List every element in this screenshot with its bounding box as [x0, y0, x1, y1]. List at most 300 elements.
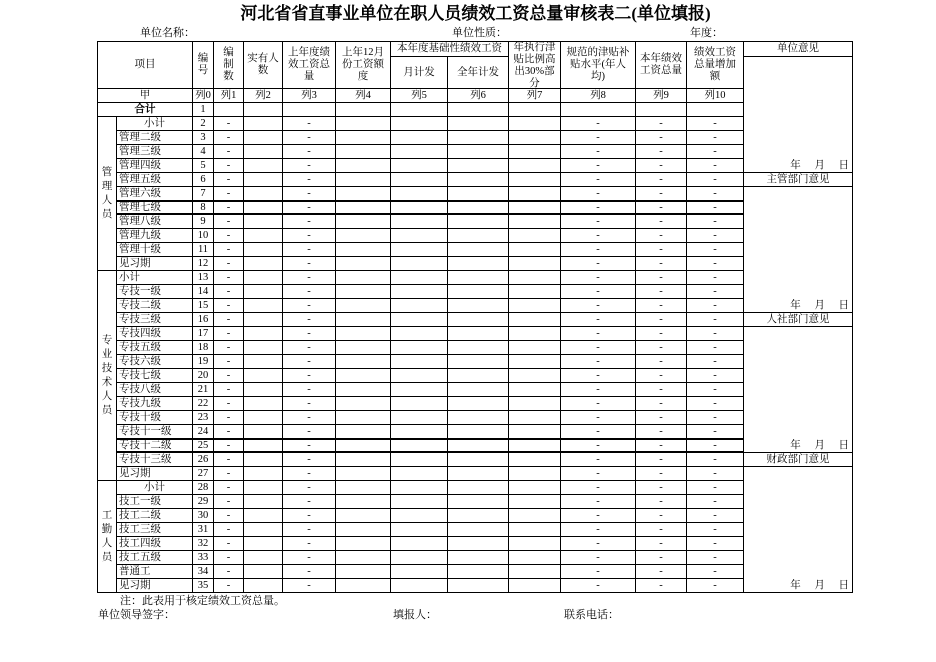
cell-last-december-salary: [336, 551, 391, 565]
serial-number: [193, 215, 214, 229]
audit-table: [97, 41, 853, 593]
cell-standard-allowance-text: -: [596, 495, 600, 507]
cell-staffing-quota-text: -: [226, 117, 231, 129]
header-annual-payout-text: 全年计发: [457, 66, 499, 78]
cell-last-december-salary: [336, 243, 391, 257]
cell-current-total-text: -: [659, 299, 663, 311]
cell-standard-allowance: [561, 327, 636, 341]
group-label-professional-technical: [98, 271, 117, 481]
cell-last-year-total-text: -: [307, 383, 311, 395]
cell-current-total: [636, 117, 687, 131]
cell-allowance-excess: [509, 159, 561, 173]
cell-current-total-text: -: [659, 243, 663, 255]
opinion-date-hr-text: 年 月 日: [790, 440, 849, 451]
serial-number-text: 11: [197, 243, 209, 255]
cell-standard-allowance: [561, 355, 636, 369]
serial-number: [193, 117, 214, 131]
cell-basic-monthly: [391, 495, 448, 509]
cell-increase-text: -: [713, 173, 717, 185]
cell-staffing-quota: [214, 467, 244, 481]
cell-standard-allowance: [561, 243, 636, 257]
serial-number: [193, 341, 214, 355]
cell-current-total-text: -: [659, 187, 663, 199]
cell-allowance-excess: [509, 229, 561, 243]
cell-basic-monthly: [391, 243, 448, 257]
cell-current-total: [636, 425, 687, 439]
cell-actual-headcount: [244, 369, 283, 383]
cell-standard-allowance: [561, 131, 636, 145]
cell-standard-allowance: [561, 145, 636, 159]
serial-number-text: 32: [197, 537, 209, 549]
row-label: [117, 299, 193, 313]
cell-last-december-salary: [336, 397, 391, 411]
cell-current-total-text: -: [659, 341, 663, 353]
row-label-text: 小计: [144, 117, 165, 129]
cell-current-total: [636, 397, 687, 411]
cell-staffing-quota: [214, 411, 244, 425]
cell-increase-text: -: [713, 159, 717, 171]
cell-basic-annual: [448, 131, 509, 145]
cell-current-total-text: -: [659, 201, 663, 213]
header-last-year-total: [283, 42, 336, 89]
serial-number-text: 27: [197, 467, 209, 479]
cell-last-year-total: [283, 551, 336, 565]
header-allowance-excess: [509, 42, 561, 89]
cell-actual-headcount: [244, 565, 283, 579]
cell-last-year-total: [283, 201, 336, 215]
cell-basic-annual: [448, 397, 509, 411]
cell-standard-allowance: [561, 313, 636, 327]
row-label-text: 专技三级: [119, 313, 161, 325]
cell-increase-text: -: [713, 229, 717, 241]
cell-last-year-total: [283, 285, 336, 299]
cell-increase-text: -: [713, 131, 717, 143]
cell-allowance-excess: [509, 187, 561, 201]
cell-last-year-total-text: -: [307, 565, 311, 577]
cell-current-total-text: -: [659, 523, 663, 535]
cell-staffing-quota: [214, 327, 244, 341]
row-label-text: 管理六级: [119, 187, 161, 199]
cell-basic-annual: [448, 453, 509, 467]
cell-current-total: [636, 299, 687, 313]
page-title: 河北省省直事业单位在职人员绩效工资总量审核表二(单位填报): [240, 4, 711, 23]
cell-current-total: [636, 327, 687, 341]
row-label: [117, 467, 193, 481]
row-label-text: 管理十级: [119, 243, 161, 255]
row-label: [117, 173, 193, 187]
cell-actual-headcount: [244, 271, 283, 285]
footer-note: 注：此表用于核定绩效工资总量。: [120, 595, 285, 607]
header-serial-no: [193, 42, 214, 89]
cell-increase-text: -: [713, 411, 717, 423]
cell-basic-monthly: [391, 187, 448, 201]
row-label: [117, 131, 193, 145]
row-label: [117, 355, 193, 369]
cell-staffing-quota: [214, 383, 244, 397]
cell-increase-text: -: [713, 439, 717, 451]
cell-current-total-text: -: [659, 397, 663, 409]
cell-increase: [687, 327, 744, 341]
cell-standard-allowance: [561, 495, 636, 509]
cell-last-year-total: [283, 159, 336, 173]
row-label: [117, 257, 193, 271]
unit-nature-label: 单位性质：: [452, 27, 507, 39]
serial-number: [193, 481, 214, 495]
cell-last-year-total: [283, 187, 336, 201]
row-label-text: 见习期: [119, 579, 151, 591]
cell-increase-text: -: [713, 537, 717, 549]
cell-increase-text: -: [713, 187, 717, 199]
cell-current-total-text: -: [659, 229, 663, 241]
cell-last-december-salary: [336, 257, 391, 271]
cell-staffing-quota-text: -: [226, 285, 231, 297]
cell-allowance-excess: [509, 117, 561, 131]
cell-actual-headcount: [244, 327, 283, 341]
opinion-date-hr: [744, 327, 853, 453]
column-index-5: [391, 89, 448, 103]
cell-standard-allowance-text: -: [596, 257, 600, 269]
cell-allowance-excess: [509, 103, 561, 117]
cell-last-year-total: [283, 523, 336, 537]
cell-standard-allowance-text: -: [596, 397, 600, 409]
serial-number: [193, 509, 214, 523]
column-index-2: [244, 89, 283, 103]
row-label-text: 技工三级: [119, 523, 161, 535]
serial-number-text: 15: [197, 299, 209, 311]
row-label-text: 专技八级: [119, 383, 161, 395]
cell-basic-monthly: [391, 579, 448, 593]
cell-basic-annual: [448, 285, 509, 299]
row-label: [117, 579, 193, 593]
serial-number-text: 3: [200, 131, 206, 143]
cell-increase: [687, 495, 744, 509]
cell-last-december-salary: [336, 131, 391, 145]
cell-staffing-quota: [214, 243, 244, 257]
cell-basic-monthly: [391, 215, 448, 229]
cell-increase-text: -: [713, 495, 717, 507]
cell-staffing-quota: [214, 159, 244, 173]
cell-standard-allowance: [561, 509, 636, 523]
header-increase-text: 绩效工资总量增加额: [694, 47, 736, 82]
header-basic-performance-pay: [391, 42, 509, 57]
serial-number-text: 7: [200, 187, 206, 199]
serial-number-text: 34: [197, 565, 209, 577]
cell-increase: [687, 523, 744, 537]
cell-current-total: [636, 187, 687, 201]
cell-basic-annual: [448, 299, 509, 313]
serial-number-text: 29: [197, 495, 209, 507]
opinion-label-supervisor-text: 主管部门意见: [766, 173, 830, 185]
cell-current-total: [636, 159, 687, 173]
cell-current-total-text: -: [659, 495, 663, 507]
cell-actual-headcount: [244, 257, 283, 271]
cell-staffing-quota-text: -: [226, 271, 231, 283]
cell-increase: [687, 201, 744, 215]
cell-current-total: [636, 523, 687, 537]
cell-basic-annual: [448, 579, 509, 593]
cell-staffing-quota: [214, 173, 244, 187]
cell-staffing-quota-text: -: [226, 509, 231, 521]
row-label-text: 见习期: [119, 467, 151, 479]
cell-current-total-text: -: [659, 257, 663, 269]
cell-current-total-text: -: [659, 425, 663, 437]
cell-staffing-quota-text: -: [226, 397, 231, 409]
cell-last-year-total: [283, 341, 336, 355]
index-row-label: [98, 89, 193, 103]
cell-last-year-total: [283, 117, 336, 131]
cell-staffing-quota-text: -: [226, 229, 231, 241]
serial-number-text: 25: [197, 439, 209, 451]
cell-actual-headcount: [244, 131, 283, 145]
cell-increase-text: -: [713, 243, 717, 255]
cell-basic-annual: [448, 201, 509, 215]
row-label-text: 技工五级: [119, 551, 161, 563]
cell-last-year-total: [283, 271, 336, 285]
cell-standard-allowance-text: -: [596, 551, 600, 563]
cell-standard-allowance: [561, 271, 636, 285]
cell-actual-headcount: [244, 341, 283, 355]
header-item: [98, 42, 193, 89]
cell-standard-allowance-text: -: [596, 341, 600, 353]
cell-increase-text: -: [713, 327, 717, 339]
cell-last-year-total: [283, 425, 336, 439]
row-label-text: 专技六级: [119, 355, 161, 367]
serial-number: [193, 397, 214, 411]
cell-increase-text: -: [713, 453, 717, 465]
cell-staffing-quota: [214, 257, 244, 271]
cell-last-year-total-text: -: [307, 243, 311, 255]
cell-standard-allowance-text: -: [596, 159, 600, 171]
column-index-4: [336, 89, 391, 103]
cell-staffing-quota: [214, 103, 244, 117]
cell-basic-annual: [448, 565, 509, 579]
cell-increase: [687, 131, 744, 145]
cell-last-year-total-text: -: [307, 117, 311, 129]
cell-standard-allowance-text: -: [596, 383, 600, 395]
cell-current-total-text: -: [659, 383, 663, 395]
row-label-text: 专技七级: [119, 369, 161, 381]
cell-basic-annual: [448, 243, 509, 257]
cell-current-total: [636, 257, 687, 271]
cell-basic-monthly: [391, 425, 448, 439]
cell-standard-allowance-text: -: [596, 243, 600, 255]
cell-increase: [687, 187, 744, 201]
cell-standard-allowance-text: -: [596, 131, 600, 143]
cell-last-year-total: [283, 229, 336, 243]
cell-standard-allowance: [561, 467, 636, 481]
cell-allowance-excess: [509, 327, 561, 341]
cell-current-total: [636, 173, 687, 187]
cell-current-total: [636, 579, 687, 593]
cell-actual-headcount: [244, 103, 283, 117]
cell-last-december-salary: [336, 285, 391, 299]
cell-standard-allowance-text: -: [596, 313, 600, 325]
cell-last-december-salary: [336, 439, 391, 453]
cell-standard-allowance-text: -: [596, 117, 600, 129]
cell-standard-allowance: [561, 229, 636, 243]
cell-last-december-salary: [336, 145, 391, 159]
cell-staffing-quota: [214, 397, 244, 411]
serial-number-text: 9: [200, 215, 206, 227]
unit-name-label: 单位名称：: [140, 27, 195, 39]
cell-allowance-excess: [509, 313, 561, 327]
cell-increase: [687, 565, 744, 579]
header-last-december-salary: [336, 42, 391, 89]
cell-allowance-excess: [509, 453, 561, 467]
column-index-8-text: 列8: [590, 89, 606, 101]
row-label: [117, 341, 193, 355]
cell-last-year-total-text: -: [307, 425, 311, 437]
cell-allowance-excess: [509, 467, 561, 481]
cell-last-year-total-text: -: [307, 173, 311, 185]
column-index-9-text: 列9: [653, 89, 669, 101]
cell-increase: [687, 103, 744, 117]
cell-allowance-excess: [509, 397, 561, 411]
cell-current-total: [636, 495, 687, 509]
column-index-7-text: 列7: [526, 89, 543, 101]
cell-last-year-total-text: -: [307, 159, 311, 171]
opinion-date-unit: [744, 57, 853, 173]
cell-basic-monthly: [391, 313, 448, 327]
column-index-0-text: 列0: [195, 89, 211, 101]
row-label: [117, 439, 193, 453]
cell-staffing-quota: [214, 453, 244, 467]
group-label-management-text: 管理人员: [101, 166, 113, 220]
cell-increase: [687, 439, 744, 453]
cell-last-december-salary: [336, 201, 391, 215]
cell-last-december-salary: [336, 117, 391, 131]
serial-number: [193, 565, 214, 579]
cell-basic-annual: [448, 425, 509, 439]
cell-last-december-salary: [336, 271, 391, 285]
cell-standard-allowance: [561, 425, 636, 439]
serial-number: [193, 579, 214, 593]
cell-standard-allowance: [561, 579, 636, 593]
cell-last-year-total-text: -: [307, 313, 311, 325]
cell-current-total: [636, 481, 687, 495]
cell-standard-allowance-text: -: [596, 173, 600, 185]
cell-basic-annual: [448, 467, 509, 481]
cell-increase: [687, 397, 744, 411]
cell-staffing-quota-text: -: [226, 215, 231, 227]
cell-standard-allowance: [561, 187, 636, 201]
cell-last-year-total: [283, 257, 336, 271]
cell-allowance-excess: [509, 579, 561, 593]
cell-standard-allowance-text: -: [596, 509, 600, 521]
cell-last-december-salary: [336, 173, 391, 187]
opinion-date-supervisor-text: 年 月 日: [790, 300, 849, 311]
cell-last-year-total-text: -: [307, 537, 311, 549]
serial-number: [193, 201, 214, 215]
column-index-6-text: 列6: [470, 89, 486, 101]
row-label-text: 小计: [119, 271, 140, 283]
cell-staffing-quota-text: -: [226, 565, 231, 577]
row-label: [117, 481, 193, 495]
cell-current-total-text: -: [659, 537, 663, 549]
cell-staffing-quota: [214, 509, 244, 523]
cell-standard-allowance-text: -: [596, 369, 600, 381]
cell-increase: [687, 257, 744, 271]
cell-actual-headcount: [244, 117, 283, 131]
cell-last-year-total-text: -: [307, 579, 311, 591]
row-label: [117, 117, 193, 131]
cell-staffing-quota-text: -: [226, 425, 231, 437]
cell-actual-headcount: [244, 201, 283, 215]
serial-number: [193, 369, 214, 383]
cell-basic-monthly: [391, 369, 448, 383]
header-standard-allowance: [561, 42, 636, 89]
cell-staffing-quota: [214, 313, 244, 327]
cell-increase-text: -: [713, 201, 717, 213]
cell-basic-monthly: [391, 327, 448, 341]
serial-number-text: 13: [197, 271, 209, 283]
header-allowance-excess-text: 年执行津贴比例高出30%部分: [513, 42, 556, 89]
cell-last-year-total: [283, 215, 336, 229]
cell-last-december-salary: [336, 187, 391, 201]
cell-last-year-total-text: -: [307, 453, 311, 465]
cell-basic-monthly: [391, 131, 448, 145]
cell-staffing-quota: [214, 537, 244, 551]
cell-actual-headcount: [244, 243, 283, 257]
opinion-date-supervisor: [744, 187, 853, 313]
column-index-8: [561, 89, 636, 103]
cell-staffing-quota: [214, 481, 244, 495]
cell-basic-annual: [448, 537, 509, 551]
cell-standard-allowance: [561, 299, 636, 313]
cell-staffing-quota-text: -: [226, 481, 231, 493]
cell-last-december-salary: [336, 467, 391, 481]
cell-standard-allowance-text: -: [596, 327, 600, 339]
cell-increase-text: -: [713, 509, 717, 521]
cell-standard-allowance-text: -: [596, 271, 600, 283]
serial-number: [193, 271, 214, 285]
cell-last-december-salary: [336, 453, 391, 467]
cell-basic-annual: [448, 257, 509, 271]
cell-standard-allowance-text: -: [596, 523, 600, 535]
header-staffing-quota: [214, 42, 244, 89]
cell-current-total-text: -: [659, 551, 663, 563]
cell-last-year-total-text: -: [307, 257, 311, 269]
cell-current-total: [636, 131, 687, 145]
serial-number-text: 20: [197, 369, 209, 381]
cell-standard-allowance-text: -: [596, 215, 600, 227]
cell-increase-text: -: [713, 565, 717, 577]
serial-number: [193, 439, 214, 453]
column-index-5-text: 列5: [411, 89, 427, 101]
cell-increase-text: -: [713, 551, 717, 563]
row-label: [117, 523, 193, 537]
serial-number: [193, 131, 214, 145]
cell-allowance-excess: [509, 425, 561, 439]
cell-last-year-total-text: -: [307, 355, 311, 367]
cell-standard-allowance-text: -: [596, 439, 600, 451]
cell-current-total-text: -: [659, 411, 663, 423]
cell-increase: [687, 229, 744, 243]
cell-increase-text: -: [713, 215, 717, 227]
cell-current-total: [636, 341, 687, 355]
cell-basic-monthly: [391, 411, 448, 425]
cell-current-total: [636, 229, 687, 243]
cell-basic-monthly: [391, 565, 448, 579]
cell-increase: [687, 271, 744, 285]
cell-current-total-text: -: [659, 509, 663, 521]
cell-actual-headcount: [244, 537, 283, 551]
cell-increase-text: -: [713, 579, 717, 591]
cell-standard-allowance-text: -: [596, 229, 600, 241]
row-label-text: 技工四级: [119, 537, 161, 549]
cell-actual-headcount: [244, 299, 283, 313]
cell-increase-text: -: [713, 369, 717, 381]
